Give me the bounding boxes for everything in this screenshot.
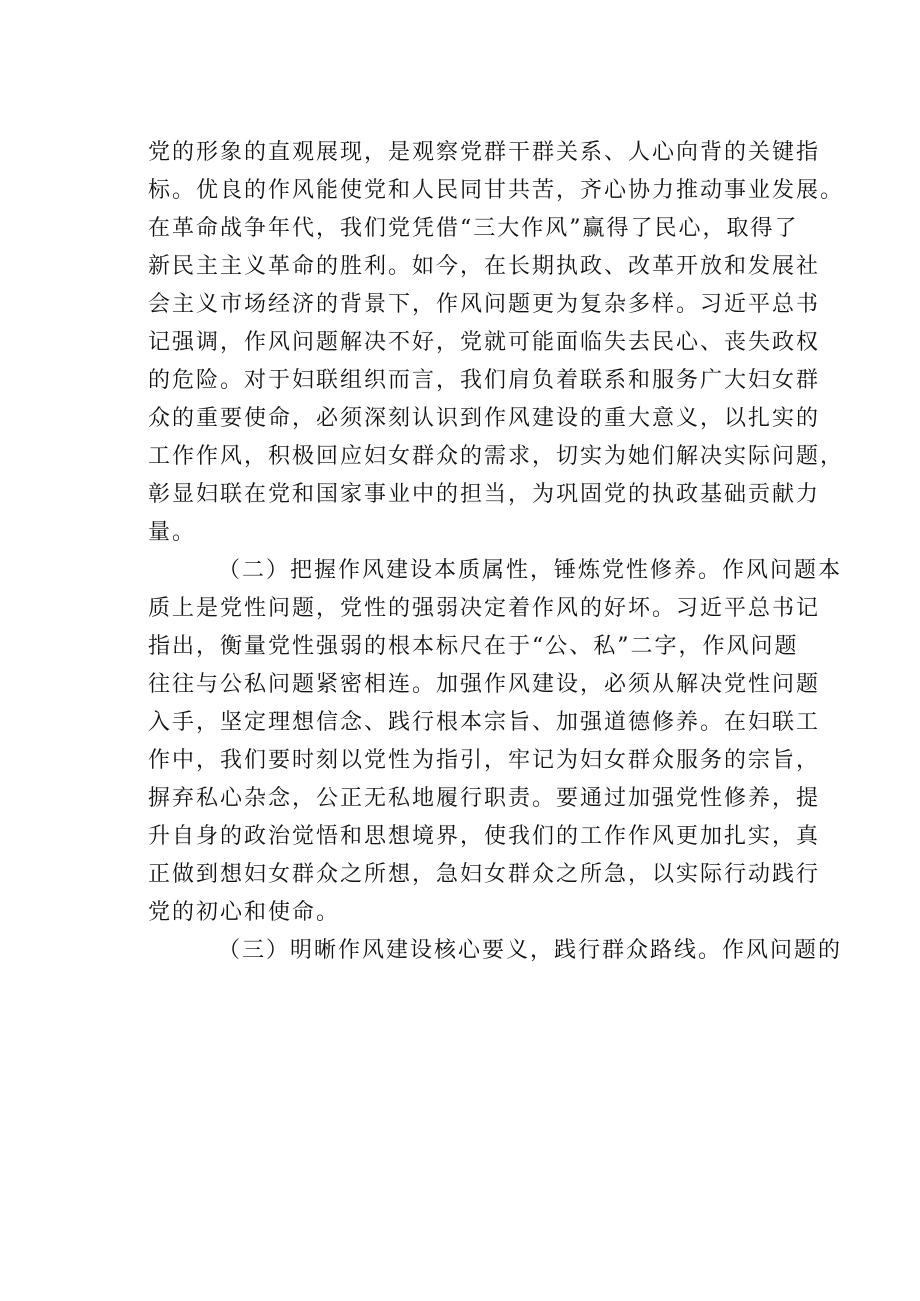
text-line: 党的初心和使命。 [148,900,341,925]
section-heading-line: （二）把握作风建设本质属性，锤炼党性修养。作风问题本 [218,558,843,583]
text-line: 升自身的政治觉悟和思想境界，使我们的工作作风更加扎实，真 [148,824,821,849]
text-line: 党的形象的直观展现，是观察党群干群关系、人心向背的关键指 [148,140,821,165]
text-line: 会主义市场经济的背景下，作风问题更为复杂多样。习近平总书 [148,292,821,317]
text-line: 彰显妇联在党和国家事业中的担当，为巩固党的执政基础贡献力 [148,482,821,507]
text-line: 质上是党性问题，党性的强弱决定着作风的好坏。习近平总书记 [148,596,821,621]
text-line: 的危险。对于妇联组织而言，我们肩负着联系和服务广大妇女群 [148,368,821,393]
text-line: 指出，衡量党性强弱的根本标尺在于“公、私”二字，作风问题 [148,634,799,659]
text-line: 正做到想妇女群众之所想，急妇女群众之所急，以实际行动践行 [148,862,821,887]
text-line: 记强调，作风问题解决不好，党就可能面临失去民心、丧失政权 [148,330,821,355]
text-line: 量。 [148,520,197,545]
text-line: 众的重要使命，必须深刻认识到作风建设的重大意义，以扎实的 [148,406,821,431]
text-line: 作中，我们要时刻以党性为指引，牢记为妇女群众服务的宗旨， [148,748,821,773]
text-line: 工作作风，积极回应妇女群众的需求，切实为她们解决实际问题， [148,444,845,469]
text-line: 入手，坚定理想信念、践行根本宗旨、加强道德修养。在妇联工 [148,710,821,735]
text-line: 新民主主义革命的胜利。如今，在长期执政、改革开放和发展社 [148,254,821,279]
text-line: 在革命战争年代，我们党凭借“三大作风”赢得了民心，取得了 [148,216,799,241]
text-line: 摒弃私心杂念，公正无私地履行职责。要通过加强党性修养，提 [148,786,821,811]
text-line: 往往与公私问题紧密相连。加强作风建设，必须从解决党性问题 [148,672,821,697]
section-heading-line: （三）明晰作风建设核心要义，践行群众路线。作风问题的 [218,938,843,963]
body-text [148,134,845,970]
text-line: 标。优良的作风能使党和人民同甘共苦，齐心协力推动事业发展。 [148,178,845,203]
